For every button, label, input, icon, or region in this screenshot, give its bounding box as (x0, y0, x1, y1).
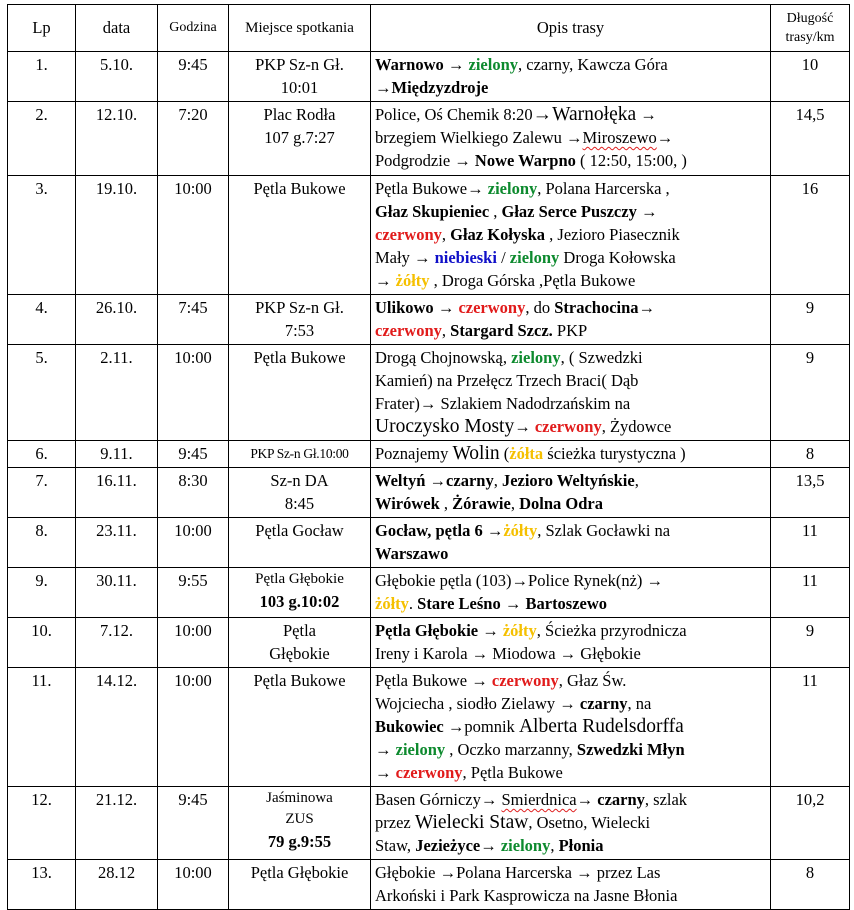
meeting-place-line: Sz-n DA (270, 471, 329, 490)
meeting-place-line: 8:45 (284, 494, 315, 513)
table-row (8, 441, 850, 468)
table-row (8, 787, 850, 860)
route-text: Pętla Bukowe → (375, 671, 492, 690)
meeting-place-line: 10:01 (280, 78, 319, 97)
route-text: Dolna Odra (519, 494, 603, 513)
trail-color-yellow: żółty (502, 621, 537, 640)
cell-miejsce (229, 295, 371, 345)
route-text: Głaz Kołyska (450, 225, 546, 244)
header-lp: Lp (8, 5, 76, 52)
trail-color-red: czerwony (375, 225, 442, 244)
route-text: Głaz Serce Puszczy (501, 202, 637, 221)
cell-miejsce (229, 102, 371, 176)
route-text: , Jezioro Piasecznik (545, 225, 680, 244)
route-text: , (550, 836, 559, 855)
routes-table (7, 4, 850, 910)
cell-miejsce (229, 618, 371, 668)
meeting-place-line: Pętla Gocław (255, 521, 344, 540)
cell-godzina: 7:45 (158, 295, 229, 345)
route-text: , (441, 225, 451, 244)
cell-lp: 13. (8, 860, 76, 910)
route-text: Weltyń (375, 471, 426, 490)
route-text: , czarny, Kawcza Góra (518, 55, 668, 74)
meeting-place-line: 103 g.10:02 (259, 592, 340, 611)
route-text: Głaz Skupieniec (375, 202, 490, 221)
meeting-place-line: Pętla Bukowe (253, 179, 346, 198)
cell-miejsce (229, 860, 371, 910)
meeting-place-line: Pętla Bukowe (253, 671, 346, 690)
cell-opis (371, 176, 771, 295)
route-text: Wolin (452, 443, 500, 464)
route-text: Miroszewo (582, 128, 657, 147)
route-text: ( 12:50, 15:00, ) (575, 151, 687, 170)
table-row (8, 295, 850, 345)
cell-godzina: 9:45 (158, 441, 229, 468)
cell-lp: 12. (8, 787, 76, 860)
trail-color-red: czerwony (375, 321, 442, 340)
route-text: Żórawie (452, 494, 511, 513)
route-text: →pomnik (443, 717, 519, 736)
cell-dlugosc: 8 (771, 860, 850, 910)
route-text: , na (627, 694, 652, 713)
route-text: , Oczko marzanny, (445, 740, 577, 759)
cell-miejsce (229, 668, 371, 787)
route-text: , Polana Harcerska , (537, 179, 670, 198)
route-text: czarny (597, 790, 645, 809)
route-text: czarny (579, 694, 628, 713)
cell-opis (371, 102, 771, 176)
cell-miejsce (229, 176, 371, 295)
trail-color-green: zielony (468, 55, 519, 74)
route-text: , Pętla Bukowe (462, 763, 563, 782)
route-text: → (478, 621, 503, 640)
cell-miejsce (229, 518, 371, 568)
route-text: → (514, 417, 535, 436)
table-row (8, 518, 850, 568)
route-text: Ireny i Karola → Miodowa → Głębokie (375, 644, 641, 663)
cell-miejsce (229, 441, 371, 468)
route-text: Głębokie →Polana Harcerska → przez Las (375, 863, 661, 882)
cell-opis (371, 52, 771, 102)
cell-godzina: 10:00 (158, 518, 229, 568)
meeting-place-line: Pętla Bukowe (253, 348, 346, 367)
cell-lp: 4. (8, 295, 76, 345)
route-text: → (576, 790, 598, 809)
route-text: Jezieżyce (415, 836, 481, 855)
cell-dlugosc: 8 (771, 441, 850, 468)
cell-data: 14.12. (76, 668, 158, 787)
cell-dlugosc: 11 (771, 568, 850, 618)
cell-godzina: 10:00 (158, 176, 229, 295)
header-opis: Opis trasy (371, 5, 771, 52)
trail-color-green: zielony (511, 348, 561, 367)
meeting-place-line: 79 g.9:55 (267, 832, 332, 851)
route-text: → (425, 471, 447, 490)
meeting-place-line: Głębokie (269, 644, 330, 663)
cell-data: 16.11. (76, 468, 158, 518)
route-text: Szwedzki Młyn (576, 740, 685, 759)
meeting-place-line: Pętla Głębokie (255, 571, 344, 587)
cell-godzina: 8:30 (158, 468, 229, 518)
meeting-place-line: Plac Rodła (263, 105, 336, 124)
cell-data: 30.11. (76, 568, 158, 618)
cell-data: 19.10. (76, 176, 158, 295)
cell-data: 12.10. (76, 102, 158, 176)
cell-data: 21.12. (76, 787, 158, 860)
cell-miejsce (229, 787, 371, 860)
cell-miejsce (229, 568, 371, 618)
cell-lp: 1. (8, 52, 76, 102)
trail-color-yellow: żółta (509, 444, 544, 463)
cell-opis (371, 787, 771, 860)
cell-data: 26.10. (76, 295, 158, 345)
trail-color-red: czerwony (458, 298, 526, 317)
route-text: , (439, 494, 453, 513)
route-text: → (433, 298, 459, 317)
cell-dlugosc: 9 (771, 618, 850, 668)
route-text: Kamień) na Przełęcz Trzech Braci( Dąb (375, 371, 639, 390)
meeting-place-line: Jaśminowa (266, 790, 333, 806)
header-godzina: Godzina (158, 5, 229, 52)
route-text: → (480, 836, 501, 855)
route-text: Strachocina (554, 298, 639, 317)
cell-dlugosc: 10 (771, 52, 850, 102)
cell-lp: 11. (8, 668, 76, 787)
cell-lp: 5. (8, 345, 76, 441)
route-text: Wielecki Staw (414, 812, 529, 833)
cell-opis (371, 568, 771, 618)
route-text: Podgrodzie → (375, 151, 475, 170)
route-text: Płonia (558, 836, 604, 855)
cell-dlugosc: 9 (771, 345, 850, 441)
table-row (8, 568, 850, 618)
meeting-place-line: Pętla (283, 621, 316, 640)
cell-opis (371, 518, 771, 568)
table-row (8, 176, 850, 295)
trail-color-green: zielony (500, 836, 551, 855)
meeting-place-line: 107 g.7:27 (264, 128, 335, 147)
cell-data: 2.11. (76, 345, 158, 441)
route-text: , (493, 471, 502, 490)
meeting-place-line: 7:53 (284, 321, 315, 340)
route-text: , (489, 202, 502, 221)
route-text: , (510, 494, 520, 513)
route-text: ścieżka turystyczna ) (543, 444, 686, 463)
cell-opis (371, 668, 771, 787)
cell-godzina: 7:20 (158, 102, 229, 176)
trail-color-yellow: żółty (375, 594, 409, 613)
route-text: Staw, (375, 836, 416, 855)
route-text: przez (375, 813, 415, 832)
cell-dlugosc: 11 (771, 668, 850, 787)
route-text: Alberta Rudelsdorffa (518, 716, 684, 737)
cell-miejsce (229, 52, 371, 102)
cell-godzina: 10:00 (158, 618, 229, 668)
route-text: , (634, 471, 639, 490)
route-text: Bartoszewo (525, 594, 608, 613)
cell-opis (371, 441, 771, 468)
cell-dlugosc: 11 (771, 518, 850, 568)
route-text: Drogą Chojnowską, (375, 348, 512, 367)
cell-dlugosc: 13,5 (771, 468, 850, 518)
cell-lp: 2. (8, 102, 76, 176)
cell-opis (371, 860, 771, 910)
cell-lp: 3. (8, 176, 76, 295)
route-text: , Żydowce (601, 417, 672, 436)
route-text: Droga Kołowska (559, 248, 676, 267)
route-text: → (375, 271, 396, 290)
route-text: ( (499, 444, 510, 463)
cell-data: 28.12 (76, 860, 158, 910)
cell-data: 9.11. (76, 441, 158, 468)
route-text: Stargard Szcz. (450, 321, 553, 340)
cell-godzina: 9:55 (158, 568, 229, 618)
route-text: , Ścieżka przyrodnicza (536, 621, 687, 640)
cell-lp: 10. (8, 618, 76, 668)
table-row (8, 52, 850, 102)
cell-data: 5.10. (76, 52, 158, 102)
trail-color-green: zielony (509, 248, 560, 267)
cell-data: 7.12. (76, 618, 158, 668)
route-text: Ulikowo (375, 298, 434, 317)
route-text: . (408, 594, 418, 613)
cell-dlugosc: 16 (771, 176, 850, 295)
route-text: , do (525, 298, 555, 317)
header-row (8, 5, 850, 52)
route-text: Pętla Głębokie (375, 621, 479, 640)
trail-color-red: czerwony (491, 671, 559, 690)
cell-lp: 7. (8, 468, 76, 518)
trail-color-green: zielony (487, 179, 538, 198)
header-data: data (76, 5, 158, 52)
route-text: Warszawo (375, 544, 449, 563)
route-text: , Głaz Św. (558, 671, 627, 690)
route-text: Gocław, pętla 6 (375, 521, 483, 540)
route-text: Uroczysko Mosty (375, 416, 515, 437)
cell-lp: 6. (8, 441, 76, 468)
route-text: , Droga Górska ,Pętla Bukowe (429, 271, 636, 290)
cell-dlugosc: 14,5 (771, 102, 850, 176)
route-text: Smierdnica (501, 790, 577, 809)
trail-color-yellow: żółty (503, 521, 538, 540)
cell-godzina: 9:45 (158, 52, 229, 102)
cell-opis (371, 468, 771, 518)
route-text: →Międzyzdroje (375, 78, 489, 97)
route-text: , szlak (644, 790, 688, 809)
route-text: → (638, 298, 656, 317)
cell-opis (371, 295, 771, 345)
route-text: Wojciecha , siodło Zielawy → (375, 694, 580, 713)
table-row (8, 618, 850, 668)
route-text: Pętla Bukowe→ (375, 179, 488, 198)
route-text: , (441, 321, 451, 340)
trail-color-red: czerwony (534, 417, 602, 436)
cell-data: 23.11. (76, 518, 158, 568)
meeting-place-line: Pętla Głębokie (250, 863, 349, 882)
cell-dlugosc: 9 (771, 295, 850, 345)
cell-miejsce (229, 345, 371, 441)
route-text: PKP (552, 321, 588, 340)
route-text: czarny (446, 471, 494, 490)
meeting-place-line: PKP Sz-n Gł. (255, 298, 344, 317)
table-row (8, 668, 850, 787)
cell-godzina: 9:45 (158, 787, 229, 860)
cell-lp: 9. (8, 568, 76, 618)
trail-color-red: czerwony (395, 763, 463, 782)
route-text: → (375, 763, 396, 782)
route-text: Nowe Warpno (474, 151, 576, 170)
route-text: → (375, 740, 396, 759)
route-text: → (636, 105, 657, 124)
route-text: / (496, 248, 510, 267)
table-body (8, 52, 850, 910)
table-row (8, 468, 850, 518)
route-text: , ( Szwedzki (560, 348, 643, 367)
cell-godzina: 10:00 (158, 668, 229, 787)
route-text: Stare Leśno (417, 594, 501, 613)
cell-opis (371, 618, 771, 668)
cell-opis (371, 345, 771, 441)
trail-color-green: zielony (395, 740, 446, 759)
trail-color-blue: niebieski (434, 248, 497, 267)
route-text: Frater)→ Szlakiem Nadodrzańskim na (375, 394, 631, 413)
route-text: → (482, 521, 504, 540)
route-text: Jezioro Weltyńskie (501, 471, 635, 490)
route-text: Warnowo → (375, 55, 469, 74)
trail-color-yellow: żółty (395, 271, 430, 290)
route-text: , Szlak Gocławki na (537, 521, 671, 540)
table-row (8, 102, 850, 176)
meeting-place-line: PKP Sz-n Gł. (255, 55, 344, 74)
cell-lp: 8. (8, 518, 76, 568)
route-text: → (500, 594, 526, 613)
route-text: → (636, 202, 658, 221)
cell-miejsce (229, 468, 371, 518)
route-text: Poznajemy (375, 444, 453, 463)
route-text: →Warnołęka (532, 104, 637, 125)
route-text: → (656, 128, 674, 147)
table-row (8, 860, 850, 910)
header-dlugosc: Długość trasy/km (771, 5, 850, 52)
route-text: Arkoński i Park Kasprowicza na Jasne Błonia (375, 886, 678, 905)
route-text: , Osetno, Wielecki (528, 813, 651, 832)
route-text: brzegiem Wielkiego Zalewu → (375, 128, 583, 147)
header-miejsce: Miejsce spotkania (229, 5, 371, 52)
meeting-place-line: PKP Sz-n Gł.10:00 (250, 446, 349, 461)
cell-dlugosc: 10,2 (771, 787, 850, 860)
table-row (8, 345, 850, 441)
cell-godzina: 10:00 (158, 345, 229, 441)
route-text: Głębokie pętla (103)→Police Rynek(nż) → (375, 571, 664, 590)
route-text: Wirówek (375, 494, 440, 513)
route-text: Police, Oś Chemik 8:20 (375, 105, 533, 124)
meeting-place-line: ZUS (285, 811, 314, 827)
route-text: Mały → (375, 248, 435, 267)
route-text: Bukowiec (375, 717, 444, 736)
route-text: Basen Górniczy→ (375, 790, 502, 809)
cell-godzina: 10:00 (158, 860, 229, 910)
